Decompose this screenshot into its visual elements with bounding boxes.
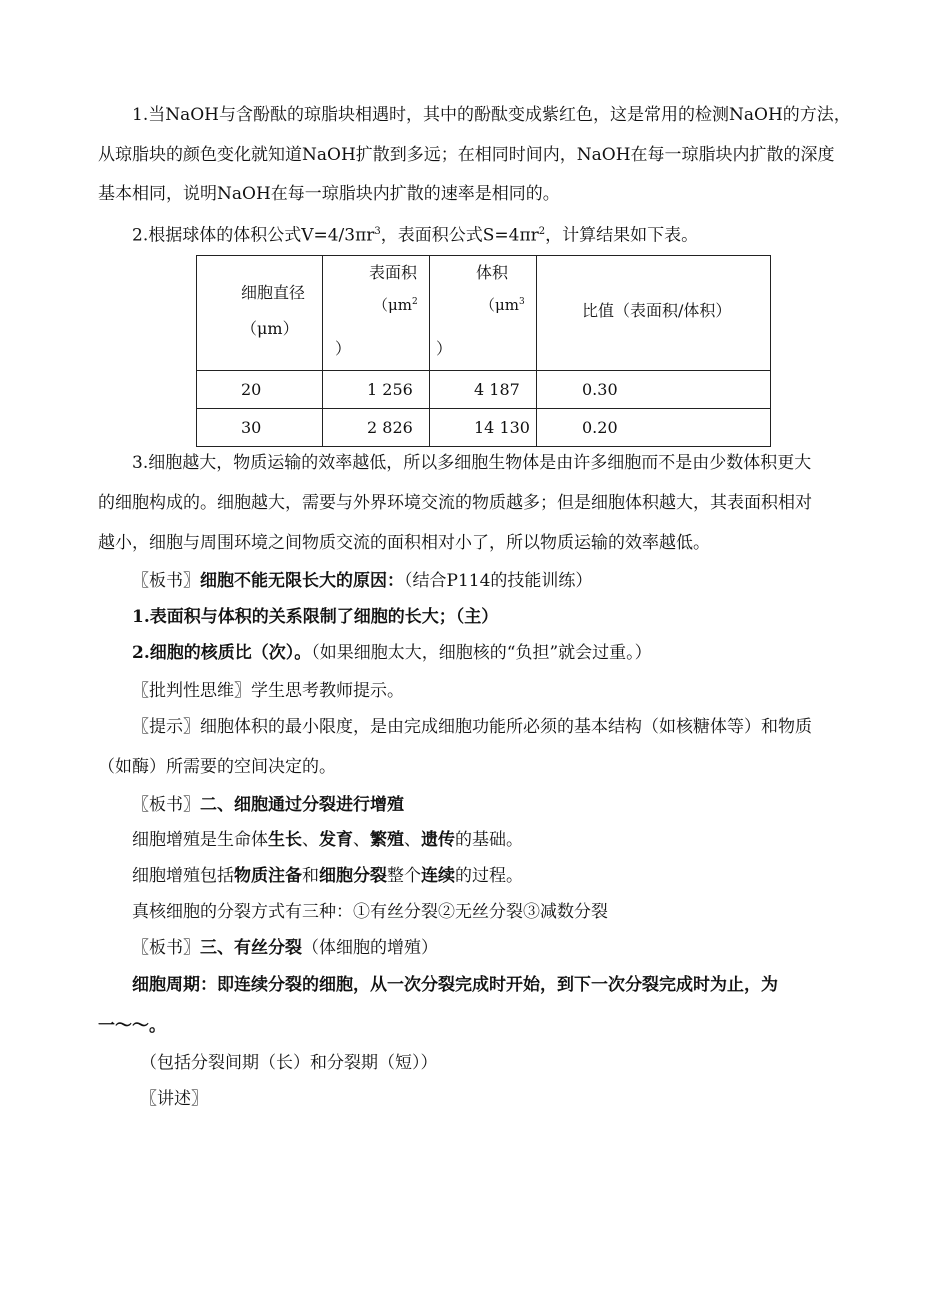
board2-bold: 二、细胞通过分裂进行增殖	[200, 795, 404, 815]
para3-line2: 的细胞构成的。细胞越大，需要与外界环境交流的物质越多；但是细胞体积越大，其表面积相对	[98, 493, 812, 513]
board3-line	[132, 938, 438, 958]
para3-line3: 越小，细胞与周围环境之间物质交流的面积相对小了，所以物质运输的效率越低。	[98, 533, 710, 553]
board2-tag: 〖板书〗	[132, 795, 200, 815]
para3-line1: 3.细胞越大，物质运输的效率越低，所以多细胞生物体是由许多细胞而不是由少数体积更大	[132, 453, 812, 473]
board3-normal: （体细胞的增殖）	[302, 938, 438, 958]
para2-mid: ，表面积公式S=4πr	[380, 225, 539, 246]
cycle-line2: 一～～。	[98, 1016, 166, 1036]
para2-line	[132, 222, 698, 246]
board1-line	[132, 571, 592, 591]
para2-suffix: ，计算结果如下表。	[545, 225, 699, 246]
para2-prefix: 2.根据球体的体积公式V=4/3πr	[132, 225, 375, 246]
row1-volume: 4 187	[430, 371, 537, 409]
board3-bold: 三、有丝分裂	[200, 938, 302, 958]
header-surface-close: ）	[335, 339, 352, 358]
hint-line2: （如酶）所需要的空间决定的。	[98, 757, 336, 777]
board1-tag: 〖板书〗	[132, 571, 200, 591]
header-diameter	[197, 256, 323, 371]
table-header-row	[197, 256, 771, 371]
header-diameter-label: 细胞直径	[241, 283, 306, 302]
header-volume-unit: （$\mu m^3$	[480, 296, 525, 314]
row2-surface: 2 826	[323, 409, 430, 447]
board1-bold: 细胞不能无限长大的原因：	[200, 571, 404, 591]
board2-line	[132, 795, 404, 815]
cycle-note: （包括分裂间期（长）和分裂期（短））	[140, 1053, 438, 1073]
para1-line2: 从琼脂块的颜色变化就知道NaOH扩散到多远；在相同时间内，NaOH在每一琼脂块内扩散的深度	[98, 145, 835, 165]
para1-line3: 基本相同，说明NaOH在每一琼脂块内扩散的速率是相同的。	[98, 184, 560, 204]
header-surface-label: 表面积	[369, 263, 418, 282]
header-diameter-unit: （μm）	[241, 319, 299, 338]
table-row	[197, 371, 771, 409]
point2-line	[132, 643, 652, 663]
point1: 1.表面积与体积的关系限制了细胞的长大；（主）	[132, 607, 499, 627]
table-row	[197, 409, 771, 447]
cell-size-table	[196, 255, 771, 447]
prolif1-line: 细胞增殖是生命体生长、发育、繁殖、遗传的基础。	[132, 830, 523, 850]
cycle-line1: 细胞周期：即连续分裂的细胞，从一次分裂完成时开始，到下一次分裂完成时为止，为	[132, 975, 778, 995]
para1-line1: 1.当NaOH与含酚酞的琼脂块相遇时，其中的酚酞变成紫红色，这是常用的检测NaOH的方法，	[132, 105, 851, 125]
header-volume-label: 体积	[476, 263, 509, 282]
row1-ratio: 0.30	[537, 371, 771, 409]
para2-sup1: 3	[374, 226, 381, 237]
lecture-tag: 〖讲述〗	[140, 1089, 208, 1109]
header-surface-unit: （$\mu m^2$	[373, 296, 418, 314]
header-ratio-label: 比值（表面积/体积）	[582, 301, 732, 320]
header-volume-close: ）	[436, 339, 453, 358]
hint-line1: 〖提示〗细胞体积的最小限度，是由完成细胞功能所必须的基本结构（如核糖体等）和物质	[132, 717, 812, 737]
division-types: 真核细胞的分裂方式有三种：①有丝分裂②无丝分裂③减数分裂	[132, 902, 608, 922]
row1-diameter: 20	[197, 371, 323, 409]
point2-bold: 2.细胞的核质比（次）。	[132, 643, 312, 663]
para2-sup2: 2	[538, 226, 546, 237]
critical-thinking: 〖批判性思维〗学生思考教师提示。	[132, 681, 404, 701]
point2-normal: （如果细胞太大，细胞核的“负担”就会过重。）	[311, 643, 652, 663]
board3-tag: 〖板书〗	[132, 938, 200, 958]
board1-normal: （结合P114的技能训练）	[404, 571, 593, 591]
row2-ratio: 0.20	[537, 409, 771, 447]
header-volume	[430, 256, 537, 371]
row1-surface: 1 256	[323, 371, 430, 409]
header-ratio	[537, 256, 771, 371]
row2-volume: 14 130	[430, 409, 537, 447]
prolif2-line: 细胞增殖包括物质注备和细胞分裂整个连续的过程。	[132, 866, 523, 886]
row2-diameter: 30	[197, 409, 323, 447]
header-surface	[323, 256, 430, 371]
